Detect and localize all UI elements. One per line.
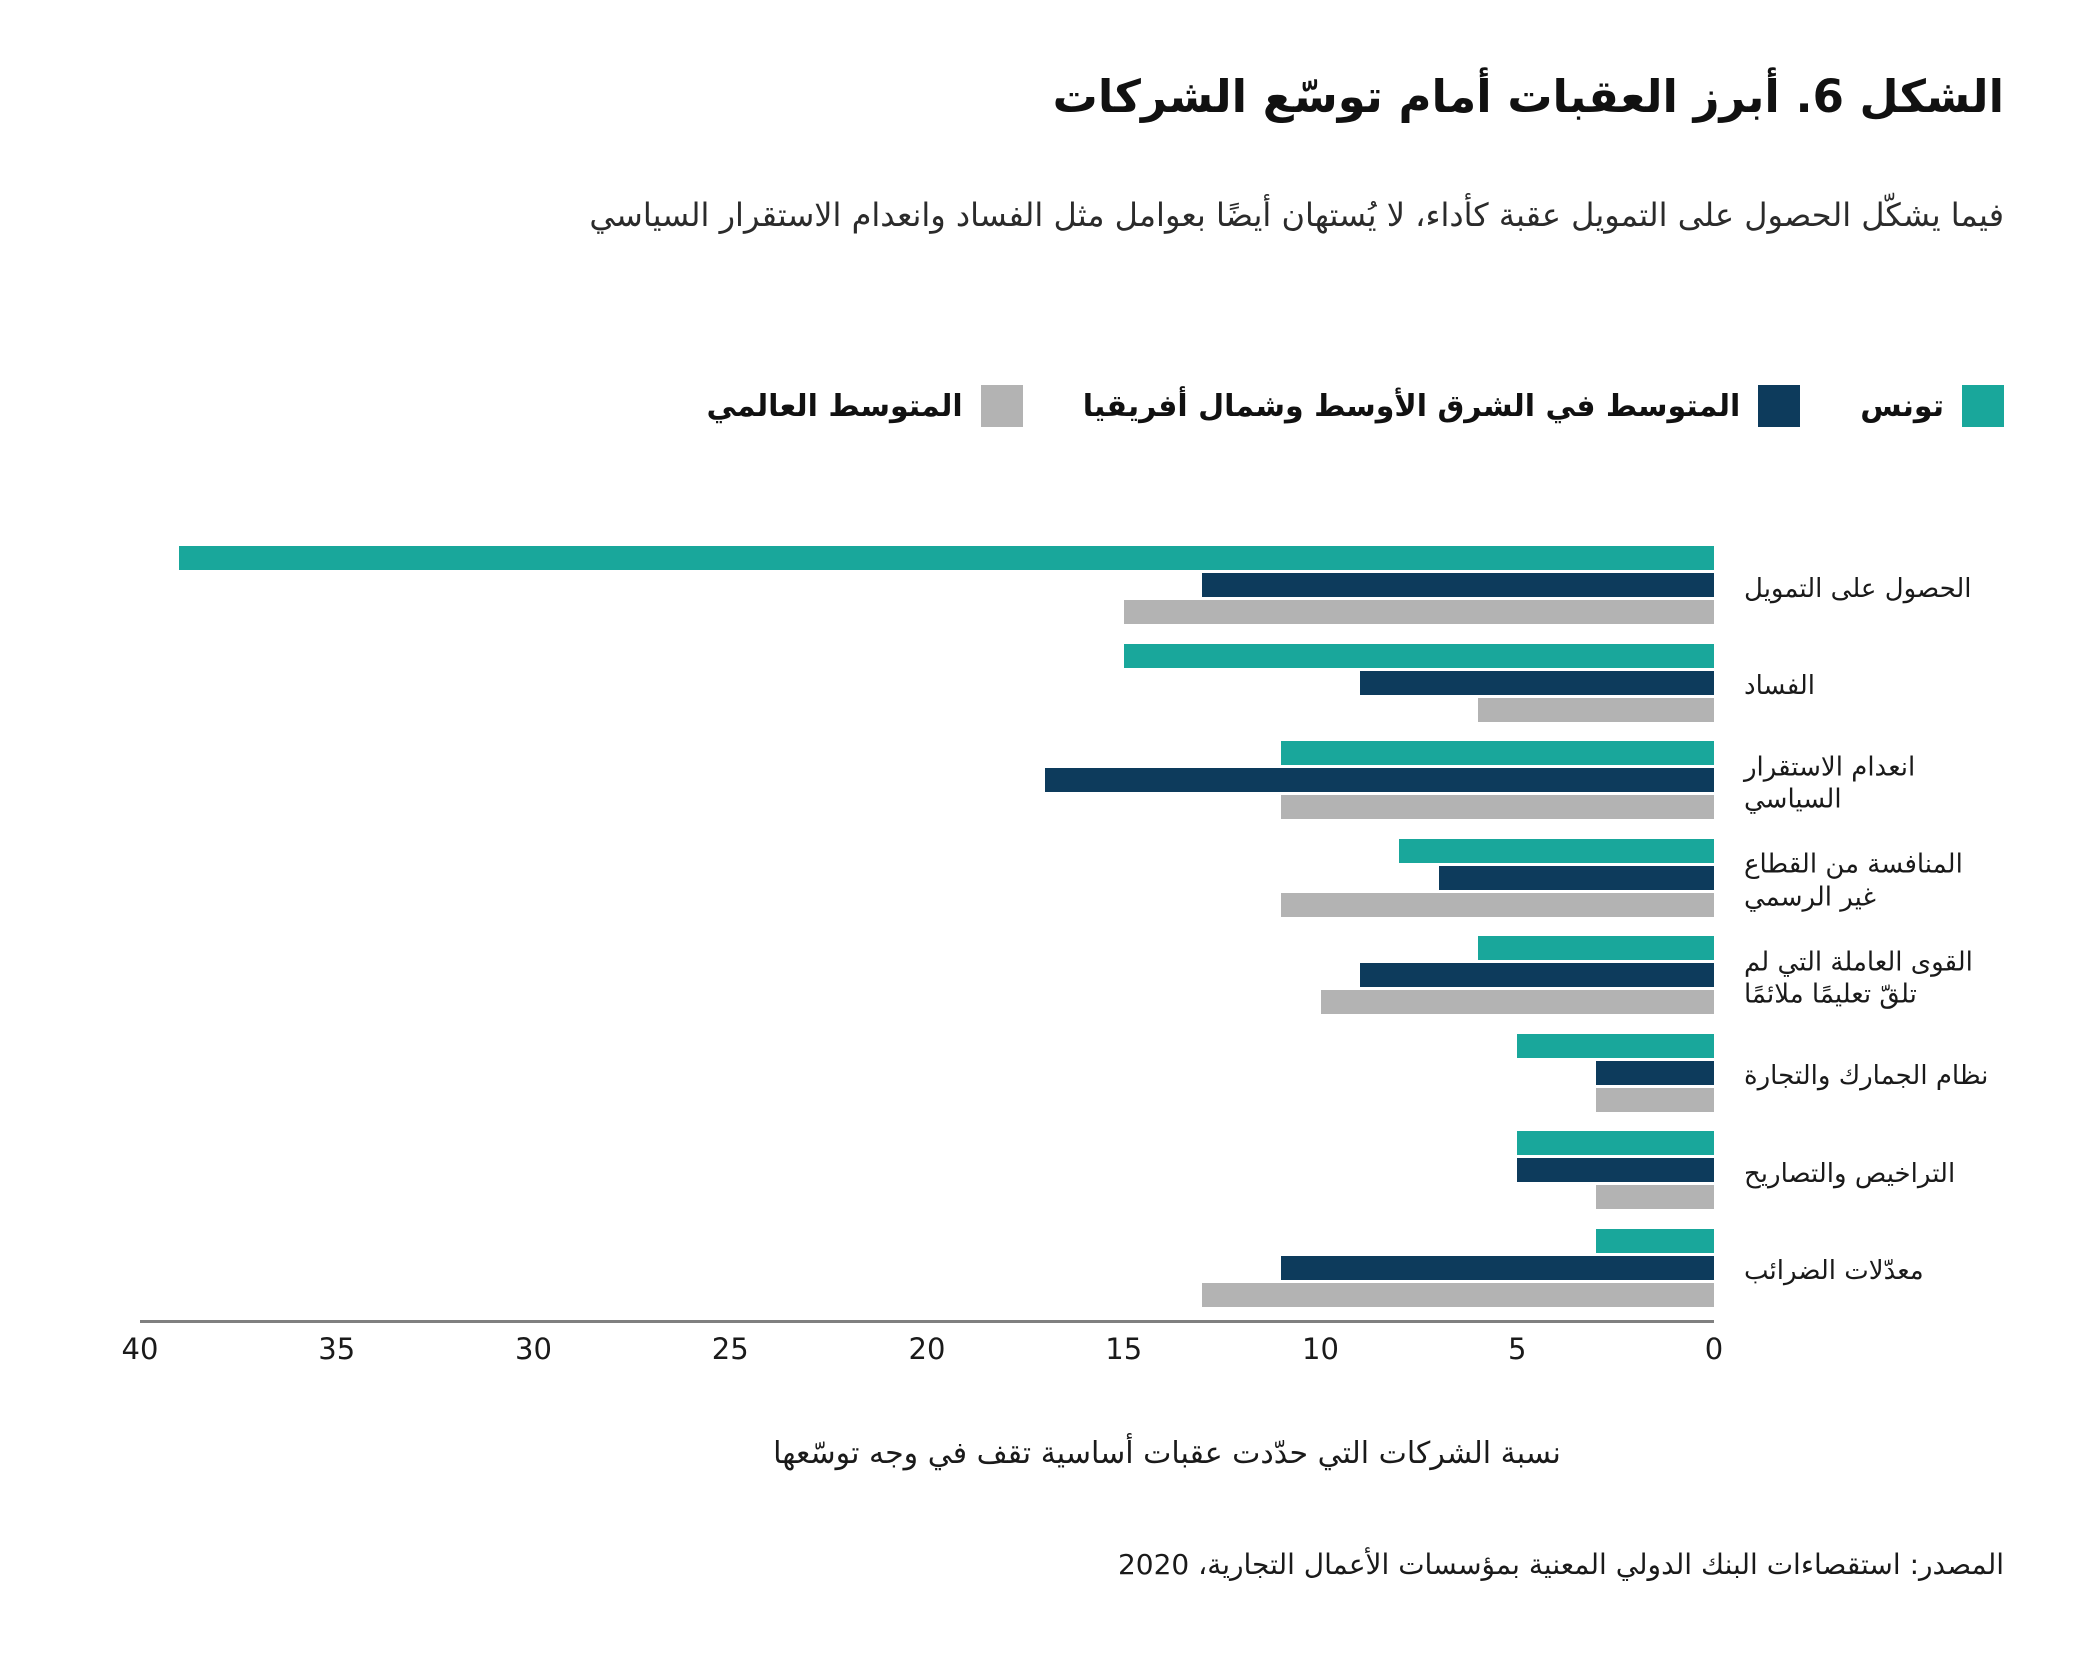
category-label: المنافسة من القطاع غير الرسمي (1744, 849, 1963, 913)
bar (1202, 1283, 1714, 1307)
bar-group (140, 741, 1714, 827)
page-title: الشكل 6. أبرز العقبات أمام توسّع الشركات (1052, 70, 2004, 123)
bar (1281, 741, 1714, 765)
category-label: معدّلات الضرائب (1744, 1256, 1924, 1286)
x-tick-label: 40 (121, 1332, 159, 1366)
category-label: نظام الجمارك والتجارة (1744, 1061, 1989, 1091)
category-label: التراخيص والتصاريح (1744, 1158, 1956, 1189)
bar-group (140, 1034, 1714, 1120)
bar (1596, 1061, 1714, 1085)
bar (1517, 1158, 1714, 1182)
category-label: الحصول على التمويل (1744, 573, 1972, 604)
bar (1360, 671, 1714, 695)
legend-item[interactable] (706, 385, 1022, 427)
x-axis-ticks (121, 1326, 1724, 1386)
bar (1321, 990, 1715, 1014)
x-tick-label: 10 (1302, 1332, 1339, 1366)
category-label: الفساد (1744, 671, 1815, 701)
bar-group (140, 1229, 1714, 1315)
x-tick-label: 30 (515, 1332, 552, 1366)
bar (1124, 600, 1714, 624)
source-note: المصدر: استقصاءات البنك الدولي المعنية بمؤسسات الأعمال التجارية، 2020 (1117, 1548, 2004, 1581)
bar (1281, 893, 1714, 917)
page-subtitle: فيما يشكّل الحصول على التمويل عقبة كأداء، لا يُستهان أيضًا بعوامل مثل الفساد وانعدام الاستقرار السياسي (589, 196, 2004, 234)
bar (1281, 795, 1714, 819)
bar (1596, 1088, 1714, 1112)
category-axis-labels (1734, 540, 2004, 1320)
legend-item[interactable] (1860, 385, 2004, 427)
bar-group (140, 546, 1714, 632)
bar-group (140, 936, 1714, 1022)
chart-legend (330, 385, 2004, 427)
bar (1399, 839, 1714, 863)
legend-item[interactable] (1083, 385, 1801, 427)
bar (1439, 866, 1714, 890)
x-tick-label: 5 (1508, 1332, 1527, 1366)
bar (1517, 1131, 1714, 1155)
bar (1517, 1034, 1714, 1058)
plot-area (140, 540, 1714, 1323)
bar (1596, 1229, 1714, 1253)
legend-label: تونس (1860, 388, 1944, 424)
bar (1124, 644, 1714, 668)
x-tick-label: 0 (1704, 1332, 1724, 1366)
category-label: انعدام الاستقرار السياسي (1744, 752, 1916, 815)
x-axis-title: نسبة الشركات التي حدّدت عقبات أساسية تقف في وجه توسّعها (773, 1436, 1561, 1471)
bar-group (140, 1131, 1714, 1217)
bar-group (140, 644, 1714, 730)
bar (1045, 768, 1714, 792)
chart-area (80, 520, 2004, 1380)
x-tick-label: 35 (318, 1332, 356, 1366)
bar (1202, 573, 1714, 597)
bar-group (140, 839, 1714, 925)
category-label: القوى العاملة التي لم تلقّ تعليمًا ملائمًا (1744, 947, 1973, 1010)
bar (1281, 1256, 1714, 1280)
legend-label: المتوسط في الشرق الأوسط وشمال أفريقيا (1082, 388, 1741, 424)
x-tick-label: 25 (711, 1332, 749, 1366)
bar (1360, 963, 1714, 987)
x-tick-label: 20 (908, 1332, 946, 1366)
legend-swatch-icon (1962, 385, 2004, 427)
bar (1478, 698, 1714, 722)
legend-swatch-icon (981, 385, 1023, 427)
bar (179, 546, 1714, 570)
legend-swatch-icon (1758, 385, 1800, 427)
legend-label: المتوسط العالمي (706, 388, 963, 424)
bar (1478, 936, 1714, 960)
x-tick-label: 15 (1105, 1332, 1143, 1366)
bar (1596, 1185, 1714, 1209)
